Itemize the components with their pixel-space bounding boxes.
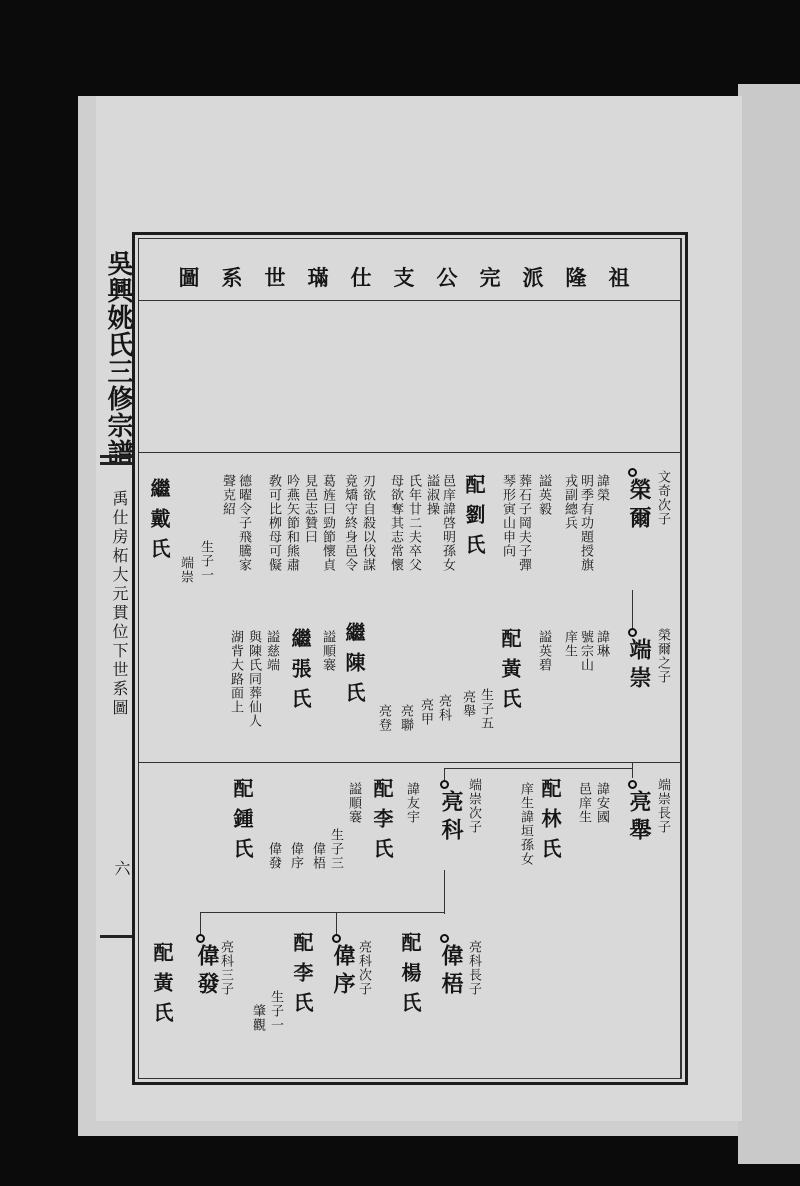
tier3-e1-name: 偉梧 [438,944,464,1000]
tier1-e2-bio-1: 號宗山 [578,630,593,672]
page-number: 六 [112,860,131,876]
tier1-e2-bio-3: 謚英碧 [536,630,551,672]
lineage-dot [628,468,637,477]
chart-title [150,262,680,292]
tier1-e1-bio-0: 諱榮 [594,474,609,502]
tier1-e1-bio-4: 葬石子岡夫子彈 [516,474,531,572]
tier1-e4-issue-5: 亮登 [376,704,391,732]
tier1-e3-bio-6: 葛旌曰勁節懷貞 [320,474,335,572]
tier1-e7-bio-0: 謚慈端 [264,630,279,672]
facing-page-edge [738,84,800,1164]
tier1-e3-bio-5: 竟矯守終身邑令 [342,474,357,572]
tier1-e5-spouse: 繼戴氏 [147,478,171,568]
lineage-line [336,912,337,936]
tier3-e4-issue-1: 肇觀 [250,1004,265,1032]
tier1-rule [138,452,682,453]
margin-rule-bottom [100,935,132,938]
tier1-e4-issue-0: 生子五 [478,688,493,730]
tier1-e1-bio-2: 戎副總兵 [562,474,577,530]
lineage-dot [628,780,637,789]
tier2-e3-bio-0: 諱友宇 [404,782,419,824]
tier2-e4-bio-0: 謚順褰 [346,782,361,824]
tier1-e3-bio-0: 邑庠諱啓明孫女 [440,474,455,572]
lineage-line [200,912,201,936]
tier1-e3-issue-0: 生子一 [198,540,213,582]
tier1-e1-name: 榮爾 [626,478,652,534]
tier2-e2-bio-0: 庠生諱垣孫女 [518,782,533,866]
lineage-line [632,762,633,778]
tier1-e2-rel: 榮爾之子 [655,628,670,684]
tier1-e2-bio-2: 庠生 [562,630,577,658]
tier1-e3-bio-10: 德曜令子飛騰家 [236,474,251,572]
tier1-e3-bio-4: 刃欲自殺以伐謀 [360,474,375,572]
tier1-e3-bio-9: 敎可比栁母可儗 [266,474,281,572]
tier2-e5-spouse: 配鍾氏 [230,778,254,868]
tier1-e4-issue-3: 亮甲 [418,698,433,726]
tier2-e2-spouse: 配林氏 [538,778,562,868]
tier3-e4-spouse: 配李氏 [290,932,314,1022]
tier3-e5-rel: 亮科三子 [218,940,233,996]
tier1-e3-bio-2: 氏年廿二夫卒父 [406,474,421,572]
tier1-e3-bio-1: 謚淑操 [424,474,439,516]
tier2-e3-name: 亮科 [438,790,464,846]
tier1-e3-bio-11: 聲克紹 [220,474,235,516]
tier1-e4-issue-4: 亮聯 [398,704,413,732]
tier1-e3-issue-1: 端崇 [178,556,193,584]
tier1-e7-bio-2: 湖背大路面上 [228,630,243,714]
margin-rule-top [100,455,132,458]
tier2-e1-name: 亮舉 [626,790,652,846]
tier3-e2-spouse: 配楊氏 [398,932,422,1022]
tier1-e4-issue-2: 亮科 [436,694,451,722]
tier3-e6-spouse: 配黃氏 [150,942,174,1032]
tier2-e1-bio-1: 邑庠生 [576,782,591,824]
tier2-e4-issue-3: 偉發 [266,842,281,870]
tier2-e1-bio-0: 諱安國 [594,782,609,824]
tier3-e3-name: 偉序 [330,944,356,1000]
lineage-dot [196,934,205,943]
title-rule [138,300,682,301]
section-title: 禹仕房柘大元貫位下世系圖 [110,490,129,718]
tier-divider [680,238,681,1079]
tier2-e1-rel: 端崇長子 [655,778,670,834]
tier1-e3-bio-3: 母欲奪其志常懷 [388,474,403,572]
tier1-e1-bio-3: 謚英毅 [536,474,551,516]
tier3-e4-issue-0: 生子一 [268,990,283,1032]
tier1-e6-bio-0: 謚順褰 [320,630,335,672]
lineage-bridge [444,768,632,769]
tier1-e3-bio-7: 見邑志贊曰 [302,474,317,544]
tier3-e1-rel: 亮科長子 [466,940,481,996]
tier1-e2-bio-0: 諱琳 [594,630,609,658]
tier1-e4-issue-1: 亮舉 [460,690,475,718]
tier2-e4-issue-2: 偉序 [288,842,303,870]
tier2-rule [138,762,682,763]
lineage-dot [332,934,341,943]
tier1-e7-spouse: 繼張氏 [288,628,312,718]
chart-title-text: 祖隆派完公支仕璊世系圖 [178,265,652,290]
tier1-e1-rel: 文奇次子 [655,470,670,526]
lineage-line [444,768,445,780]
tier1-e1-bio-1: 明季有功題授旗 [578,474,593,572]
lineage-dot [440,934,449,943]
tier3-e3-rel: 亮科次子 [356,940,371,996]
lineage-bridge [200,912,444,913]
tier2-e4-issue-0: 生子三 [328,828,343,870]
lineage-dot [628,628,637,637]
tier1-e3-bio-8: 吟燕矢節和熊肅 [284,474,299,572]
tier2-e3-rel: 端崇次子 [466,778,481,834]
tier1-e3-spouse: 配劉氏 [462,474,486,564]
lineage-line [444,870,445,914]
tier1-e1-bio-5: 琴形寅山申向 [500,474,515,558]
tier3-e5-name: 偉發 [194,944,220,1000]
margin-rule-mid [100,462,132,465]
book-title: 吳興姚氏三修宗譜 [103,250,133,466]
tier1-e6-spouse: 繼陳氏 [342,622,366,712]
lineage-dot [440,780,449,789]
lineage-line [632,590,633,630]
tier1-e2-name: 端崇 [626,638,652,694]
tier1-e4-spouse: 配黃氏 [498,628,522,718]
tier1-e7-bio-1: 與陳氏同葬仙人 [246,630,261,728]
tier2-e4-spouse: 配李氏 [370,778,394,868]
tier2-e4-issue-1: 偉梧 [310,842,325,870]
